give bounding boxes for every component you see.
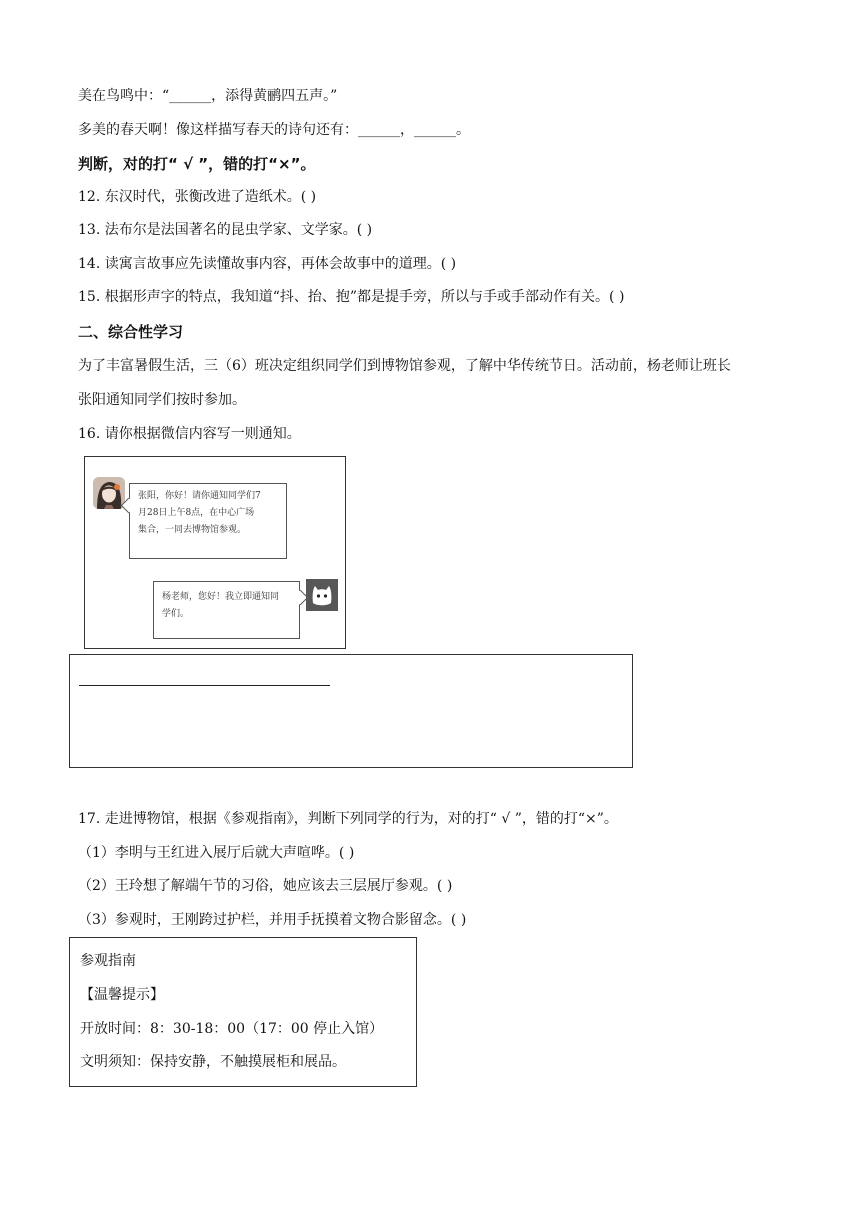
question-17-item-2: （2）王玲想了解端午节的习俗，她应该去三层展厅参观。( ) [78,878,453,894]
reply-message-bubble [153,581,300,639]
guide-subtitle: 【温馨提示】 [80,987,164,1003]
guide-opening-hours: 开放时间：8：30-18：00（17：00 停止入馆） [80,1021,384,1037]
teacher-message-line-3: 集合，一同去博物馆参观。 [138,525,247,535]
teacher-message-line-1: 张阳，你好！请你通知同学们7 [138,491,261,501]
teacher-message-bubble [129,483,287,559]
notice-title-answer-line [79,685,330,686]
judge-item-14: 14. 读寓言故事应先读懂故事内容，再体会故事中的道理。( ) [78,256,457,272]
notice-answer-box[interactable] [69,654,633,768]
poem-line-1: 美在鸟鸣中：“______，添得黄鹂四五声。” [78,88,338,104]
section-2-intro-line-2: 张阳通知同学们按时参加。 [78,392,246,408]
judge-item-13: 13. 法布尔是法国著名的昆虫学家、文学家。( ) [78,222,373,238]
section-2-heading: 二、综合性学习 [78,323,184,341]
judge-item-12: 12. 东汉时代，张衡改进了造纸术。( ) [78,189,317,205]
section-2-intro-line-1: 为了丰富暑假生活，三（6）班决定组织同学们到博物馆参观，了解中华传统节日。活动前，杨老师让班长 [78,358,731,374]
judge-item-15: 15. 根据形声字的特点，我知道“抖、抬、抱”都是提手旁，所以与手或手部动作有关。( ) [78,289,625,305]
student-cat-avatar-icon [306,579,338,611]
visit-guide-box [69,937,417,1087]
question-17: 17. 走进博物馆，根据《参观指南》，判断下列同学的行为，对的打“ √ ”，错的打“×”。 [78,811,618,827]
guide-rules: 文明须知：保持安静，不触摸展柜和展品。 [80,1054,346,1070]
reply-message-line-2: 学们。 [162,609,190,619]
judge-heading: 判断，对的打“ √ ”，错的打“×”。 [78,155,316,173]
question-17-item-3: （3）参观时，王刚跨过护栏，并用手抚摸着文物合影留念。( ) [78,912,467,928]
guide-title: 参观指南 [80,953,136,969]
wechat-screenshot [84,456,346,649]
poem-line-2: 多美的春天啊！像这样描写春天的诗句还有：______，______。 [78,122,470,138]
reply-message-line-1: 杨老师，您好！我立即通知同 [162,592,280,602]
question-17-item-1: （1）李明与王红进入展厅后就大声喧哗。( ) [78,845,355,861]
teacher-message-line-2: 月28日上午8点，在中心广场 [138,508,255,518]
question-16: 16. 请你根据微信内容写一则通知。 [78,426,301,442]
